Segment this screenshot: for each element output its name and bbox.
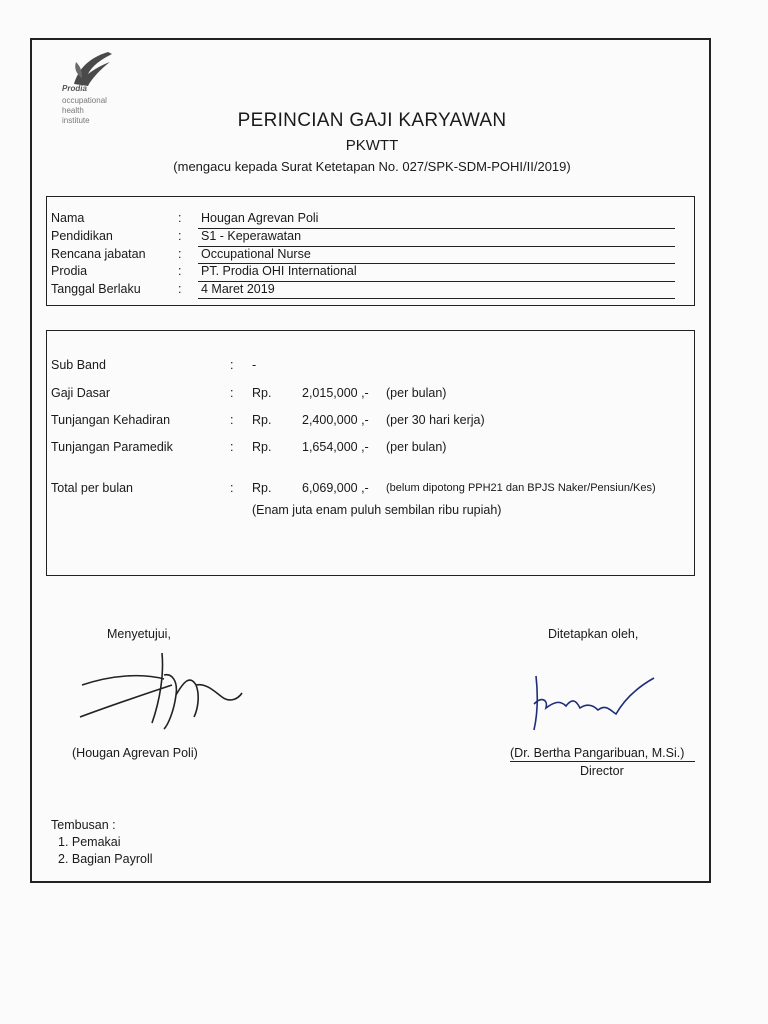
right-signatory-title: Director	[580, 764, 624, 778]
copies-heading: Tembusan :	[51, 818, 116, 832]
logo-brand: Prodia	[62, 84, 87, 93]
field-label-name: Nama	[51, 211, 85, 225]
total-in-words: (Enam juta enam puluh sembilan ribu rupiah)	[252, 503, 502, 517]
logo-line-3: institute	[62, 116, 90, 125]
copies-item: 1. Pemakai	[58, 835, 121, 849]
salary-colon: :	[230, 386, 234, 400]
field-label-company: Prodia	[51, 264, 88, 278]
sub-band-label: Sub Band	[51, 358, 106, 372]
field-label-effective-date: Tanggal Berlaku	[51, 282, 141, 296]
total-note: (belum dipotong PPH21 dan BPJS Naker/Pensiun/Kes)	[386, 482, 656, 494]
currency: Rp.	[252, 386, 272, 400]
document-subtitle: PKWTT	[345, 137, 399, 154]
copies-item: 2. Bagian Payroll	[58, 852, 153, 866]
salary-amount-basic: 2,015,000 ,-	[302, 386, 369, 400]
salary-label-attendance: Tunjangan Kehadiran	[51, 413, 171, 427]
currency: Rp.	[252, 413, 272, 427]
logo-line-2: health	[62, 106, 84, 115]
field-label-education: Pendidikan	[51, 229, 113, 243]
field-label-position: Rencana jabatan	[51, 247, 146, 261]
sub-band-value: -	[252, 358, 257, 372]
total-label: Total per bulan	[51, 481, 134, 495]
currency: Rp.	[252, 481, 272, 495]
salary-amount-attendance: 2,400,000 ,-	[302, 413, 369, 427]
field-value-name: Hougan Agrevan Poli	[201, 211, 319, 225]
salary-label-paramedic: Tunjangan Paramedik	[51, 440, 173, 454]
field-value-company: PT. Prodia OHI International	[201, 264, 357, 278]
salary-amount-paramedic: 1,654,000 ,-	[302, 440, 369, 454]
left-signature-heading: Menyetujui,	[107, 627, 171, 641]
field-colon: :	[178, 282, 182, 296]
currency: Rp.	[252, 440, 272, 454]
field-colon: :	[178, 211, 182, 225]
salary-note-basic: (per bulan)	[386, 386, 447, 400]
document-title: PERINCIAN GAJI KARYAWAN	[237, 110, 507, 131]
salary-colon: :	[230, 358, 234, 372]
left-signature-mark	[72, 645, 252, 735]
field-colon: :	[178, 229, 182, 243]
field-underline	[198, 298, 675, 299]
salary-colon: :	[230, 440, 234, 454]
right-signatory-name: (Dr. Bertha Pangaribuan, M.Si.)	[510, 746, 685, 760]
field-value-education: S1 - Keperawatan	[201, 229, 302, 243]
field-colon: :	[178, 247, 182, 261]
left-signatory-name: (Hougan Agrevan Poli)	[72, 746, 198, 760]
prodia-logo-icon	[62, 48, 122, 88]
salary-colon: :	[230, 413, 234, 427]
right-signature-mark	[526, 670, 666, 736]
document-reference: (mengacu kepada Surat Ketetapan No. 027/SPK-SDM-POHI/II/2019)	[173, 159, 571, 174]
salary-note-attendance: (per 30 hari kerja)	[386, 413, 485, 427]
logo-line-1: occupational	[62, 96, 107, 105]
field-value-effective-date: 4 Maret 2019	[201, 282, 275, 296]
salary-colon: :	[230, 481, 234, 495]
total-amount: 6,069,000 ,-	[302, 481, 369, 495]
field-colon: :	[178, 264, 182, 278]
right-signature-heading: Ditetapkan oleh,	[548, 627, 639, 641]
right-signatory-underline	[510, 761, 695, 762]
salary-note-paramedic: (per bulan)	[386, 440, 447, 454]
salary-label-basic: Gaji Dasar	[51, 386, 111, 400]
field-value-position: Occupational Nurse	[201, 247, 311, 261]
